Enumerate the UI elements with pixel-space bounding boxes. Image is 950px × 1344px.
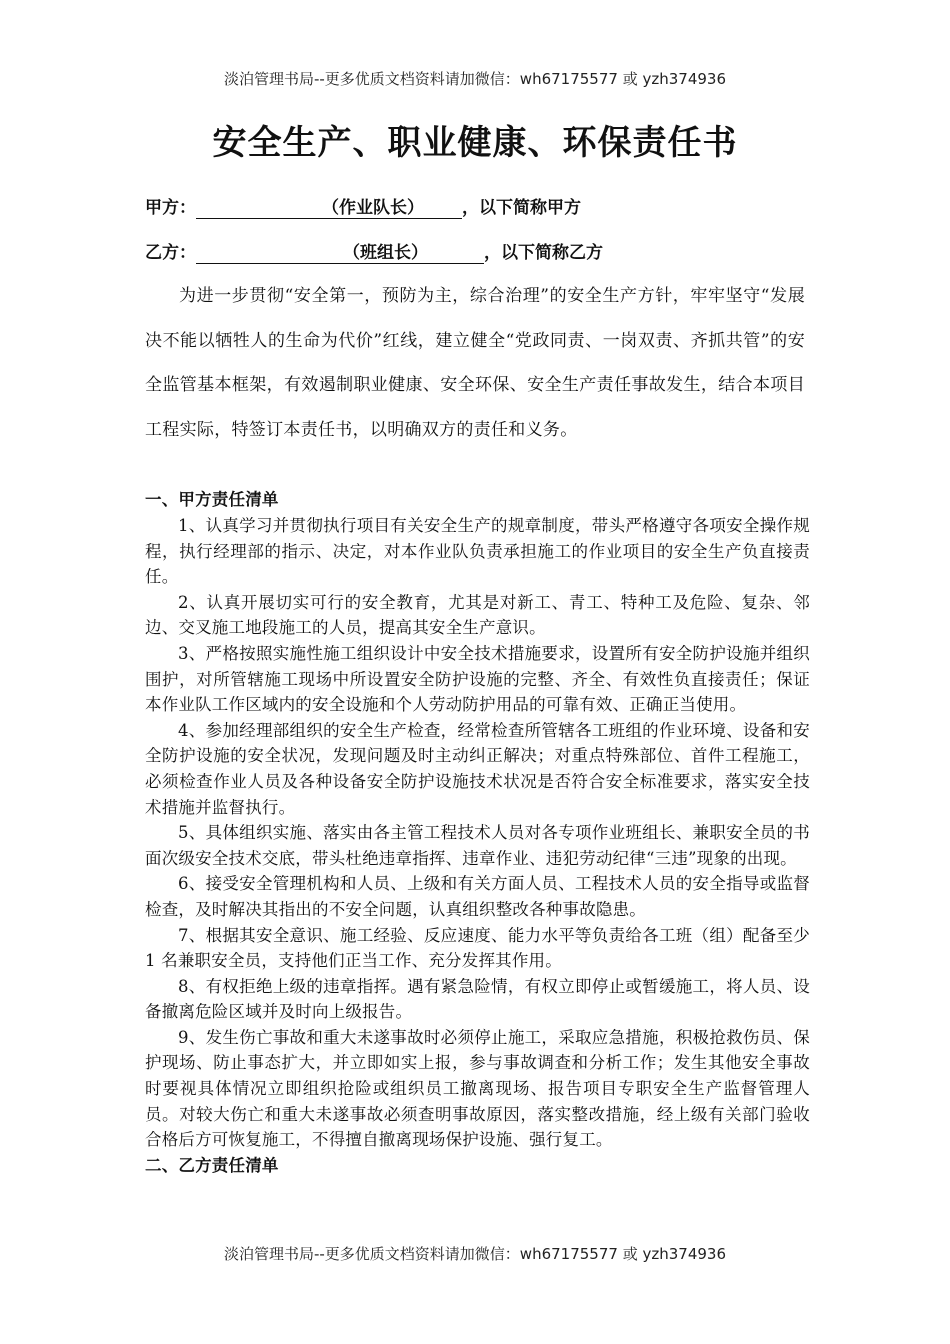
party-b-suffix: ，以下简称乙方 bbox=[484, 243, 603, 263]
document-title: 安全生产、职业健康、环保责任书 bbox=[212, 123, 738, 163]
party-b-label: 乙方： bbox=[145, 243, 196, 263]
party-a-role: （作业队长） bbox=[322, 198, 424, 218]
section-heading-party-b: 二、乙方责任清单 bbox=[145, 1155, 279, 1175]
list-item: 8、有权拒绝上级的违章指挥。遇有紧急险情，有权立即停止或暂缓施工，将人员、设备撤离危险区域并及时向上级报告。 bbox=[145, 976, 810, 1022]
party-a-blank bbox=[196, 193, 462, 219]
party-b-line bbox=[145, 238, 603, 264]
list-item: 4、参加经理部组织的安全生产检查，经常检查所管辖各工班组的作业环境、设备和安全防护设施的安全状况，发现问题及时主动纠正解决；对重点特殊部位、首件工程施工，必须检查作业人员及各种设备安全防护设施技术状况是否符合安全标准要求，落实安全技术措施并监督执行。 bbox=[145, 720, 810, 817]
list-item: 9、发生伤亡事故和重大未遂事故时必须停止施工，采取应急措施，积极抢救伤员、保护现场、防止事态扩大，并立即如实上报，参与事故调查和分析工作；发生其他安全事故时要视具体情况立即组织抢险或组织员工撤离现场、报告项目专职安全生产监督管理人员。对较大伤亡和重大未遂事故必须查明事故原因，落实整改措施，经上级有关部门验收合格后方可恢复施工，不得擅自撤离现场保护设施、强行复工。 bbox=[145, 1027, 810, 1150]
section-heading-party-a: 一、甲方责任清单 bbox=[145, 490, 279, 509]
list-item: 2、认真开展切实可行的安全教育，尤其是对新工、青工、特种工及危险、复杂、邻边、交叉施工地段施工的人员，提高其安全生产意识。 bbox=[145, 592, 810, 638]
party-a-suffix: ，以下简称甲方 bbox=[462, 198, 581, 218]
list-item: 7、根据其安全意识、施工经验、反应速度、能力水平等负责给各工班（组）配备至少 1 名兼职安全员，支持他们正当工作、充分发挥其作用。 bbox=[145, 925, 810, 971]
list-item: 1、认真学习并贯彻执行项目有关安全生产的规章制度，带头严格遵守各项安全操作规程，执行经理部的指示、决定，对本作业队负责承担施工的作业项目的安全生产负直接责任。 bbox=[145, 516, 810, 587]
page-footer: 淡泊管理书局--更多优质文档资料请加微信：wh67175577 或 yzh374936 bbox=[223, 1245, 726, 1263]
intro-paragraph: 为进一步贯彻“安全第一，预防为主，综合治理”的安全生产方针，牢牢坚守“发展决不能以牺牲人的生命为代价”红线，建立健全“党政同责、一岗双责、齐抓共管”的安全监管基本框架，有效遏制职业健康、安全环保、安全生产责任事故发生，结合本项目工程实际，特签订本责任书，以明确双方的责任和义务。 bbox=[145, 286, 805, 440]
document-body bbox=[145, 487, 810, 1179]
list-item: 6、接受安全管理机构和人员、上级和有关方面人员、工程技术人员的安全指导或监督检查，及时解决其指出的不安全问题，认真组织整改各种事故隐患。 bbox=[145, 874, 810, 919]
list-item: 3、严格按照实施性施工组织设计中安全技术措施要求，设置所有安全防护设施并组织围护，对所管辖施工现场中所设置安全防护设施的完整、齐全、有效性负直接责任；保证本作业队工作区域内的安全设施和个人劳动防护用品的可靠有效、正确正当使用。 bbox=[145, 643, 810, 715]
list-item: 5、具体组织实施、落实由各主管工程技术人员对各专项作业班组长、兼职安全员的书面次级安全技术交底，带头杜绝违章指挥、违章作业、违犯劳动纪律“三违”现象的出现。 bbox=[145, 823, 810, 868]
party-b-role: （班组长） bbox=[343, 243, 428, 263]
party-b-blank bbox=[196, 238, 484, 264]
party-a-label: 甲方： bbox=[145, 198, 196, 218]
page-header: 淡泊管理书局--更多优质文档资料请加微信：wh67175577 或 yzh374936 bbox=[223, 70, 726, 88]
party-a-line bbox=[145, 193, 581, 219]
